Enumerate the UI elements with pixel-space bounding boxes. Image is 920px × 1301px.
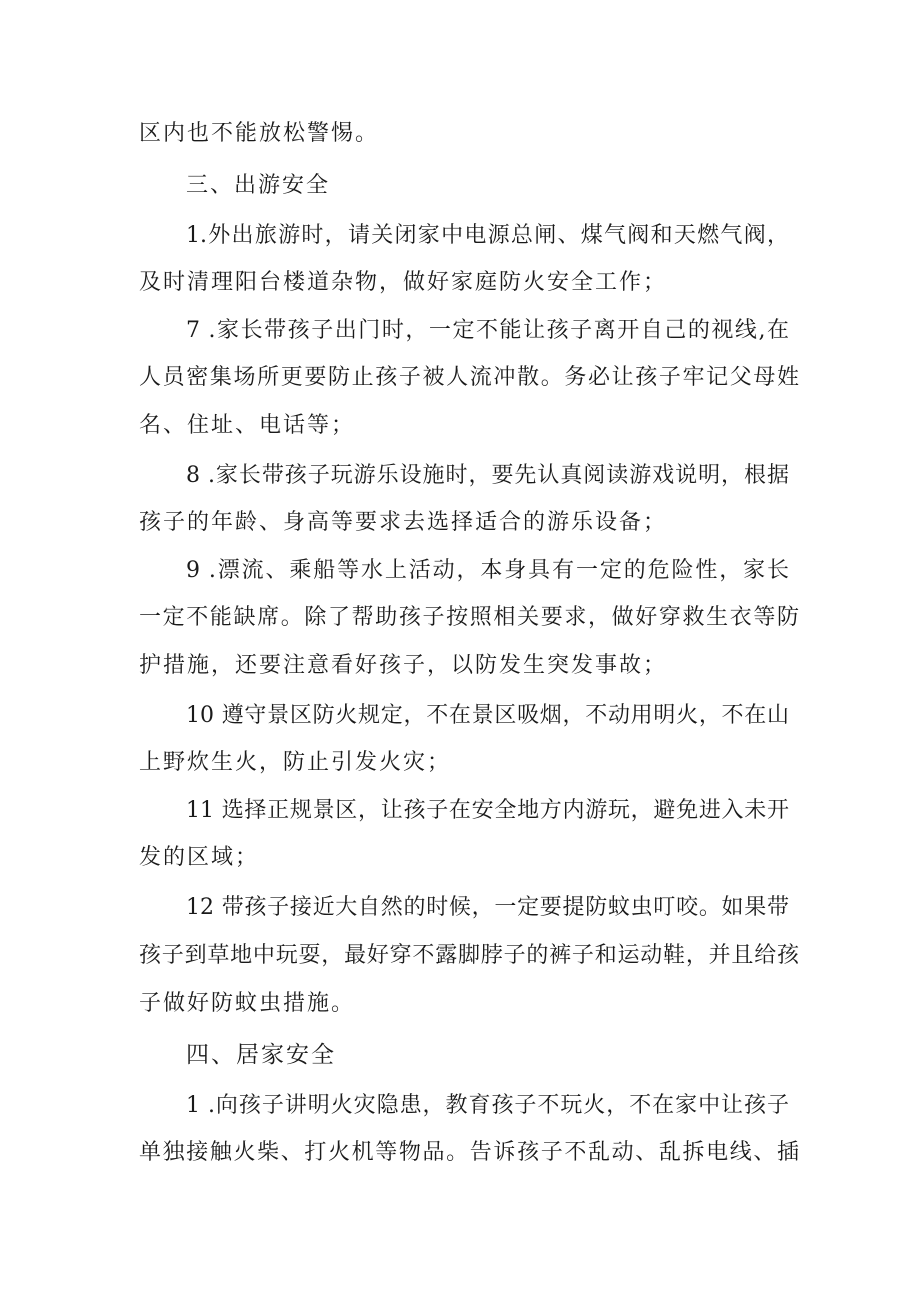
section-heading-home-safety: 四、居家安全: [186, 1042, 336, 1068]
text-line: 8 .家长带孩子玩游乐设施时，要先认真阅读游戏说明，根据: [186, 463, 789, 488]
text-line: 孩子到草地中玩耍，最好穿不露脚脖子的裤子和运动鞋，并且给孩: [139, 943, 799, 968]
text-line: 11 选择正规景区，让孩子在安全地方内游玩，避免进入未开: [186, 798, 789, 823]
text-line: 7 .家长带孩子出门时，一定不能让孩子离开自己的视线,在: [186, 318, 789, 343]
text-line: 一定不能缺席。除了帮助孩子按照相关要求，做好穿救生衣等防: [139, 605, 799, 630]
text-line: 发的区域；: [139, 845, 260, 870]
text-line: 区内也不能放松警惕。: [139, 121, 380, 146]
text-line: 1 .向孩子讲明火灾隐患，教育孩子不玩火，不在家中让孩子: [186, 1093, 789, 1118]
text-line: 单独接触火柴、打火机等物品。告诉孩子不乱动、乱拆电线、插: [139, 1140, 799, 1165]
text-line: 1.外出旅游时，请关闭家中电源总闸、煤气阀和天燃气阀，: [186, 223, 789, 248]
text-line: 10 遵守景区防火规定，不在景区吸烟，不动用明火，不在山: [186, 703, 789, 728]
text-line: 名、住址、电话等；: [139, 413, 356, 438]
text-line: 上野炊生火，防止引发火灾；: [139, 750, 452, 775]
section-heading-outing-safety: 三、出游安全: [186, 173, 331, 198]
text-line: 12 带孩子接近大自然的时候，一定要提防蚊虫叮咬。如果带: [186, 895, 789, 920]
text-line: 及时清理阳台楼道杂物，做好家庭防火安全工作；: [139, 270, 668, 295]
text-line: 人员密集场所更要防止孩子被人流冲散。务必让孩子牢记父母姓: [139, 365, 799, 390]
text-line: 孩子的年龄、身高等要求去选择适合的游乐设备；: [139, 510, 668, 535]
text-line: 9 .漂流、乘船等水上活动，本身具有一定的危险性，家长: [186, 558, 789, 583]
text-line: 子做好防蚊虫措施。: [139, 991, 356, 1016]
text-line: 护措施，还要注意看好孩子，以防发生突发事故；: [139, 653, 668, 678]
